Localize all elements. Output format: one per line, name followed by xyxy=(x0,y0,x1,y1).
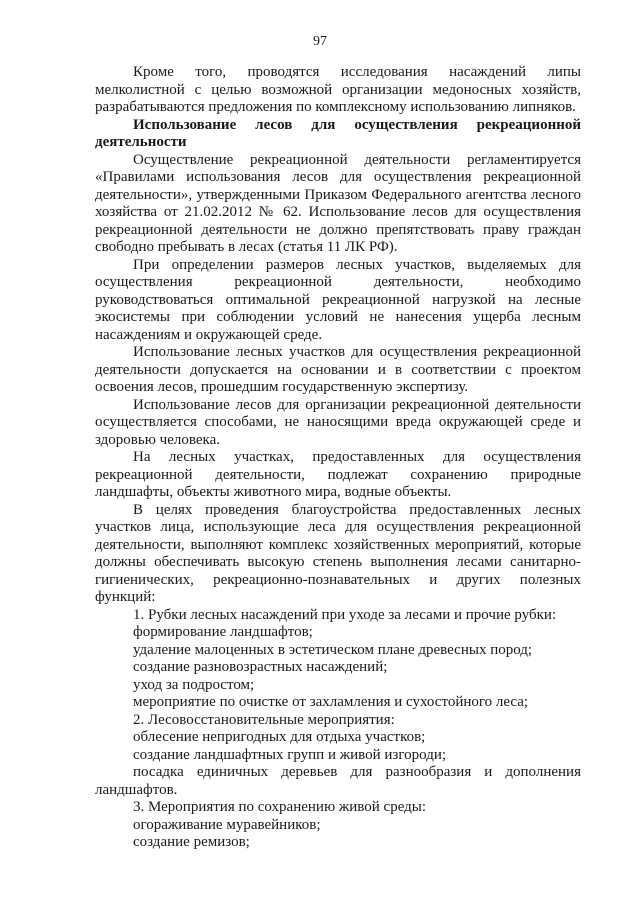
list-item: формирование ландшафтов; xyxy=(133,624,313,640)
list-item: создание ландшафтных групп и живой изгороди; xyxy=(133,746,447,763)
list-item: посадка единичных деревьев для разнообразия и дополнения ландшафтов. xyxy=(95,764,581,798)
section-heading-recreation: Использование лесов для осуществления рекреационной деятельности xyxy=(95,116,581,150)
page-number: 97 xyxy=(313,34,327,49)
list-item: облесение непригодных для отдыха участков; xyxy=(133,729,426,745)
list-item: удаление малоценных в эстетическом плане древесных пород; xyxy=(133,641,533,658)
list-item: огораживание муравейников; xyxy=(133,816,321,833)
list-item: мероприятие по очистке от захламления и сухостойного леса; xyxy=(133,694,529,710)
paragraph-linden-research: Кроме того, проводятся исследования насаждений липы мелколистной с целью возможной организации медоносных хозяйств, разрабатываются предложения по комплексному использованию липняков. xyxy=(95,64,581,115)
list-item-3-heading: 3. Мероприятия по сохранению живой среды: xyxy=(133,799,427,815)
list-item: создание ремизов; xyxy=(133,834,250,850)
list-item-1-heading: 1. Рубки лесных насаждений при уходе за лесами и прочие рубки: xyxy=(133,606,557,623)
list-item-2-heading: 2. Лесовосстановительные мероприятия: xyxy=(133,711,395,728)
paragraph-regulation: Осуществление рекреационной деятельности регламентируется «Правилами использования лесов для осуществления рекреационной деятельности», утвержденными Приказом Федерального агентства лесного хозяйства от 21.02.2012 № 62. Использование лесов для осуществления рекреационной деятельности не должно препятствовать праву граждан свободно пребывать в лесах (статья 11 ЛК РФ). xyxy=(95,151,581,255)
list-item: создание разновозрастных насаждений; xyxy=(133,659,388,675)
paragraph-methods: Использование лесов для организации рекреационной деятельности осуществляется способами, не наносящими вреда окружающей среде и здоровью человека. xyxy=(95,396,581,448)
paragraph-plot-use: Использование лесных участков для осуществления рекреационной деятельности допускается на основании и в соответствии с проектом освоения лесов, прошедшим государственную экспертизу. xyxy=(95,344,581,395)
list-item: уход за подростом; xyxy=(133,676,255,693)
document-body xyxy=(95,64,581,852)
paragraph-preservation: На лесных участках, предоставленных для осуществления рекреационной деятельности, подлежат сохранению природные ландшафты, объекты животного мира, водные объекты. xyxy=(95,449,581,500)
paragraph-plot-sizes: При определении размеров лесных участков, выделяемых для осуществления рекреационной деятельности, необходимо руководствоваться оптимальной рекреационной нагрузкой на лесные экосистемы при соблюдении условий не нанесения ущерба лесным насаждениям и окружающей среде. xyxy=(95,256,581,343)
paragraph-improvement-measures: В целях проведения благоустройства предоставленных лесных участков лица, использующие леса для осуществления рекреационной деятельности, выполняют комплекс хозяйственных мероприятий, которые должны обеспечивать высокую степень выполнения лесами санитарно-гигиенических, рекреационно-познавательных и других полезных функций: xyxy=(95,501,581,605)
